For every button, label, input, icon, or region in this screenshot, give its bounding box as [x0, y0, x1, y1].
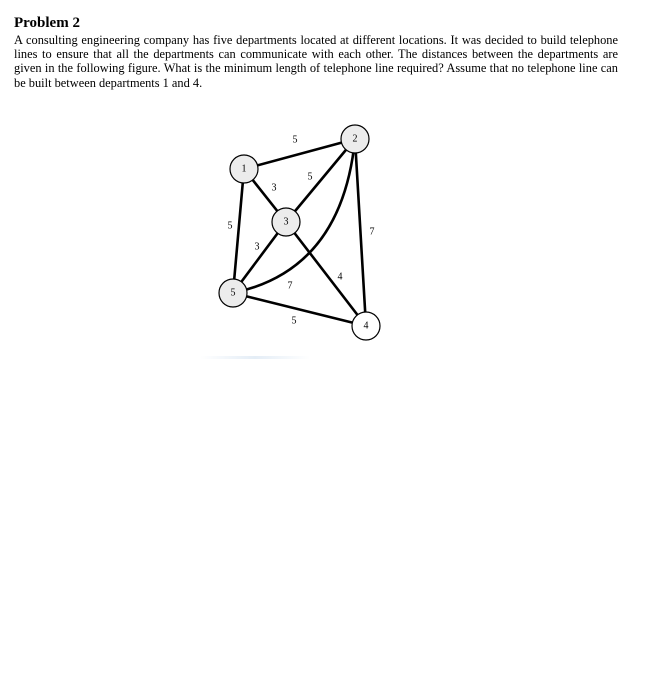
weight-2-4: 7 — [369, 226, 375, 238]
node-3 — [272, 208, 300, 236]
node-3-label: 3 — [283, 216, 289, 228]
weight-3-4: 4 — [337, 271, 343, 283]
node-5 — [219, 279, 247, 307]
weight-5-4: 5 — [291, 315, 297, 327]
node-2-label: 2 — [352, 133, 358, 145]
weight-1-2: 5 — [292, 134, 298, 146]
weight-5-2: 7 — [287, 280, 293, 292]
edge-2-4 — [355, 139, 366, 326]
node-5-label: 5 — [230, 287, 236, 299]
edge-1-2 — [244, 139, 355, 169]
problem-title: Problem 2 — [14, 15, 80, 31]
node-2 — [341, 125, 369, 153]
node-4-label: 4 — [363, 320, 369, 332]
edge-3-2 — [286, 139, 355, 222]
weight-3-2: 5 — [307, 171, 313, 183]
node-1 — [230, 155, 258, 183]
network-graph — [200, 118, 400, 348]
edge-1-5 — [233, 169, 244, 293]
network-figure — [200, 118, 400, 348]
weight-3-5: 3 — [254, 241, 260, 253]
weight-1-3: 3 — [271, 182, 277, 194]
node-1-label: 1 — [241, 163, 247, 175]
node-4 — [352, 312, 380, 340]
problem-statement: A consulting engineering company has five departments located at different locations. It was decided to build telephone lines to ensure that all the departments can communicate with each other. The distances between the departments are given in the following figure. What is the minimum length of telephone line required? Assume that no telephone line can be built between departments 1 and 4. — [14, 33, 618, 90]
weight-1-5: 5 — [227, 220, 233, 232]
problem-document — [14, 14, 618, 90]
scan-artifact — [200, 356, 310, 359]
